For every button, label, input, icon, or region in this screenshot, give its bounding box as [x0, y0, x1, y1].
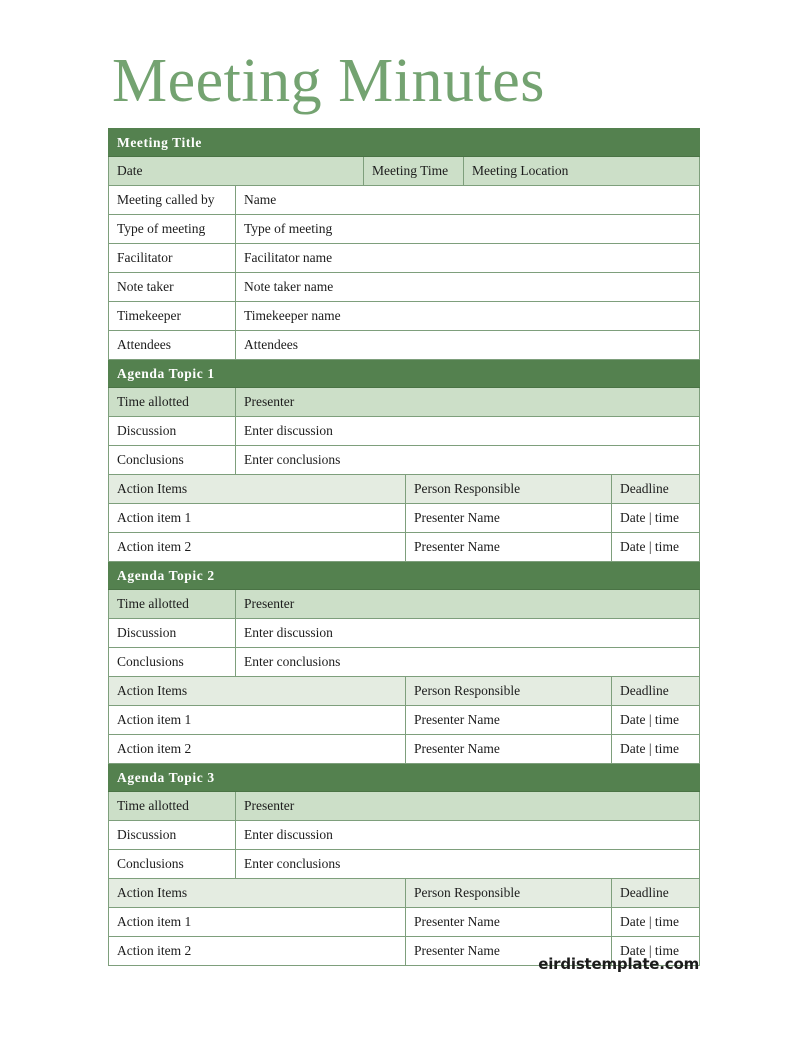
table-row: [109, 590, 700, 619]
agenda-topic-header-row: [109, 764, 700, 792]
time-allotted-label[interactable]: Time allotted: [109, 792, 236, 821]
table-row: [109, 388, 700, 417]
page-title: Meeting Minutes: [112, 47, 545, 115]
action-item-text[interactable]: Action item 2: [109, 735, 406, 764]
meeting-time-label[interactable]: Meeting Time: [364, 157, 464, 186]
action-item-deadline[interactable]: Date | time: [612, 908, 700, 937]
table-row: [109, 215, 700, 244]
action-items-header-row: [109, 879, 700, 908]
agenda-topic-header-row: [109, 562, 700, 590]
table-row: [109, 619, 700, 648]
action-item-row: [109, 908, 700, 937]
meeting-called-by-label: Meeting called by: [109, 186, 236, 215]
table-row: [109, 850, 700, 879]
action-item-person[interactable]: Presenter Name: [406, 937, 612, 966]
note-taker-value[interactable]: Note taker name: [236, 273, 700, 302]
type-of-meeting-label: Type of meeting: [109, 215, 236, 244]
type-of-meeting-value[interactable]: Type of meeting: [236, 215, 700, 244]
table-row: [109, 417, 700, 446]
deadline-header: Deadline: [612, 475, 700, 504]
action-items-header: Action Items: [109, 677, 406, 706]
discussion-label: Discussion: [109, 821, 236, 850]
footer-watermark: eirdistemplate.com: [538, 955, 699, 973]
meeting-location-label[interactable]: Meeting Location: [464, 157, 700, 186]
action-item-deadline[interactable]: Date | time: [612, 937, 700, 966]
action-item-text[interactable]: Action item 2: [109, 937, 406, 966]
presenter-label[interactable]: Presenter: [236, 590, 700, 619]
attendees-value[interactable]: Attendees: [236, 331, 700, 360]
action-item-deadline[interactable]: Date | time: [612, 706, 700, 735]
time-allotted-label[interactable]: Time allotted: [109, 590, 236, 619]
table-row: [109, 648, 700, 677]
action-item-text[interactable]: Action item 2: [109, 533, 406, 562]
conclusions-value[interactable]: Enter conclusions: [236, 446, 700, 475]
meeting-datetime-row: [109, 157, 700, 186]
presenter-label[interactable]: Presenter: [236, 792, 700, 821]
action-item-person[interactable]: Presenter Name: [406, 706, 612, 735]
facilitator-label: Facilitator: [109, 244, 236, 273]
meeting-minutes-table: [108, 128, 700, 966]
action-item-text[interactable]: Action item 1: [109, 706, 406, 735]
action-items-header-row: [109, 677, 700, 706]
agenda-topic-2-header: Agenda Topic 2: [109, 562, 700, 590]
action-item-person[interactable]: Presenter Name: [406, 908, 612, 937]
person-responsible-header: Person Responsible: [406, 475, 612, 504]
agenda-topic-header-row: [109, 360, 700, 388]
presenter-label[interactable]: Presenter: [236, 388, 700, 417]
table-row: [109, 446, 700, 475]
conclusions-value[interactable]: Enter conclusions: [236, 648, 700, 677]
action-item-text[interactable]: Action item 1: [109, 908, 406, 937]
table-row: [109, 273, 700, 302]
action-items-header: Action Items: [109, 879, 406, 908]
person-responsible-header: Person Responsible: [406, 879, 612, 908]
table-row: [109, 186, 700, 215]
action-item-person[interactable]: Presenter Name: [406, 735, 612, 764]
timekeeper-label: Timekeeper: [109, 302, 236, 331]
discussion-value[interactable]: Enter discussion: [236, 619, 700, 648]
conclusions-label: Conclusions: [109, 850, 236, 879]
timekeeper-value[interactable]: Timekeeper name: [236, 302, 700, 331]
action-item-deadline[interactable]: Date | time: [612, 735, 700, 764]
person-responsible-header: Person Responsible: [406, 677, 612, 706]
action-item-row: [109, 533, 700, 562]
action-item-text[interactable]: Action item 1: [109, 504, 406, 533]
conclusions-value[interactable]: Enter conclusions: [236, 850, 700, 879]
action-item-row: [109, 504, 700, 533]
discussion-label: Discussion: [109, 417, 236, 446]
action-item-person[interactable]: Presenter Name: [406, 533, 612, 562]
attendees-label: Attendees: [109, 331, 236, 360]
meeting-title-row: [109, 129, 700, 157]
action-item-row: [109, 735, 700, 764]
table-row: [109, 331, 700, 360]
action-items-header-row: [109, 475, 700, 504]
agenda-topic-1-header: Agenda Topic 1: [109, 360, 700, 388]
conclusions-label: Conclusions: [109, 446, 236, 475]
discussion-value[interactable]: Enter discussion: [236, 821, 700, 850]
action-items-header: Action Items: [109, 475, 406, 504]
discussion-label: Discussion: [109, 619, 236, 648]
table-row: [109, 244, 700, 273]
time-allotted-label[interactable]: Time allotted: [109, 388, 236, 417]
action-item-person[interactable]: Presenter Name: [406, 504, 612, 533]
date-label[interactable]: Date: [109, 157, 364, 186]
conclusions-label: Conclusions: [109, 648, 236, 677]
note-taker-label: Note taker: [109, 273, 236, 302]
discussion-value[interactable]: Enter discussion: [236, 417, 700, 446]
action-item-deadline[interactable]: Date | time: [612, 504, 700, 533]
table-row: [109, 302, 700, 331]
table-row: [109, 792, 700, 821]
deadline-header: Deadline: [612, 879, 700, 908]
meeting-called-by-value[interactable]: Name: [236, 186, 700, 215]
action-item-row: [109, 706, 700, 735]
agenda-topic-3-header: Agenda Topic 3: [109, 764, 700, 792]
deadline-header: Deadline: [612, 677, 700, 706]
table-row: [109, 821, 700, 850]
facilitator-value[interactable]: Facilitator name: [236, 244, 700, 273]
action-item-deadline[interactable]: Date | time: [612, 533, 700, 562]
meeting-title-header: Meeting Title: [109, 129, 700, 157]
